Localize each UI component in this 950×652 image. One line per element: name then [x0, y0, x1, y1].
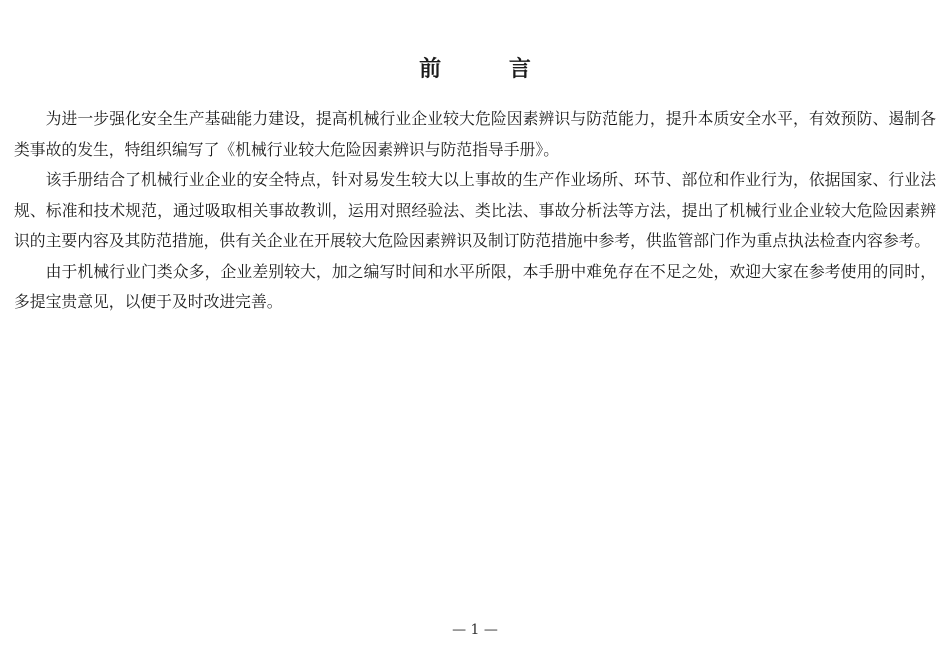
paragraph: 该手册结合了机械行业企业的安全特点，针对易发生较大以上事故的生产作业场所、环节、部位和作业行为，依据国家、行业法规、标准和技术规范，通过吸取相关事故教训，运用对照经验法、类比法、事故分析法等方法，提出了机械行业企业较大危险因素辨识的主要内容及其防范措施，供有关企业在开展较大危险因素辨识及制订防范措施中参考，供监管部门作为重点执法检查内容参考。 [14, 170, 936, 250]
paragraph: 为进一步强化安全生产基础能力建设，提高机械行业企业较大危险因素辨识与防范能力，提升本质安全水平，有效预防、遏制各类事故的发生，特组织编写了《机械行业较大危险因素辨识与防范指导手册》。 [14, 109, 936, 159]
page-number: — 1 — [452, 622, 498, 638]
body-text [14, 104, 936, 318]
page-title: 前 言 [419, 56, 561, 82]
paragraph: 由于机械行业门类众多，企业差别较大，加之编写时间和水平所限，本手册中难免存在不足之处，欢迎大家在参考使用的同时，多提宝贵意见，以便于及时改进完善。 [14, 261, 936, 311]
